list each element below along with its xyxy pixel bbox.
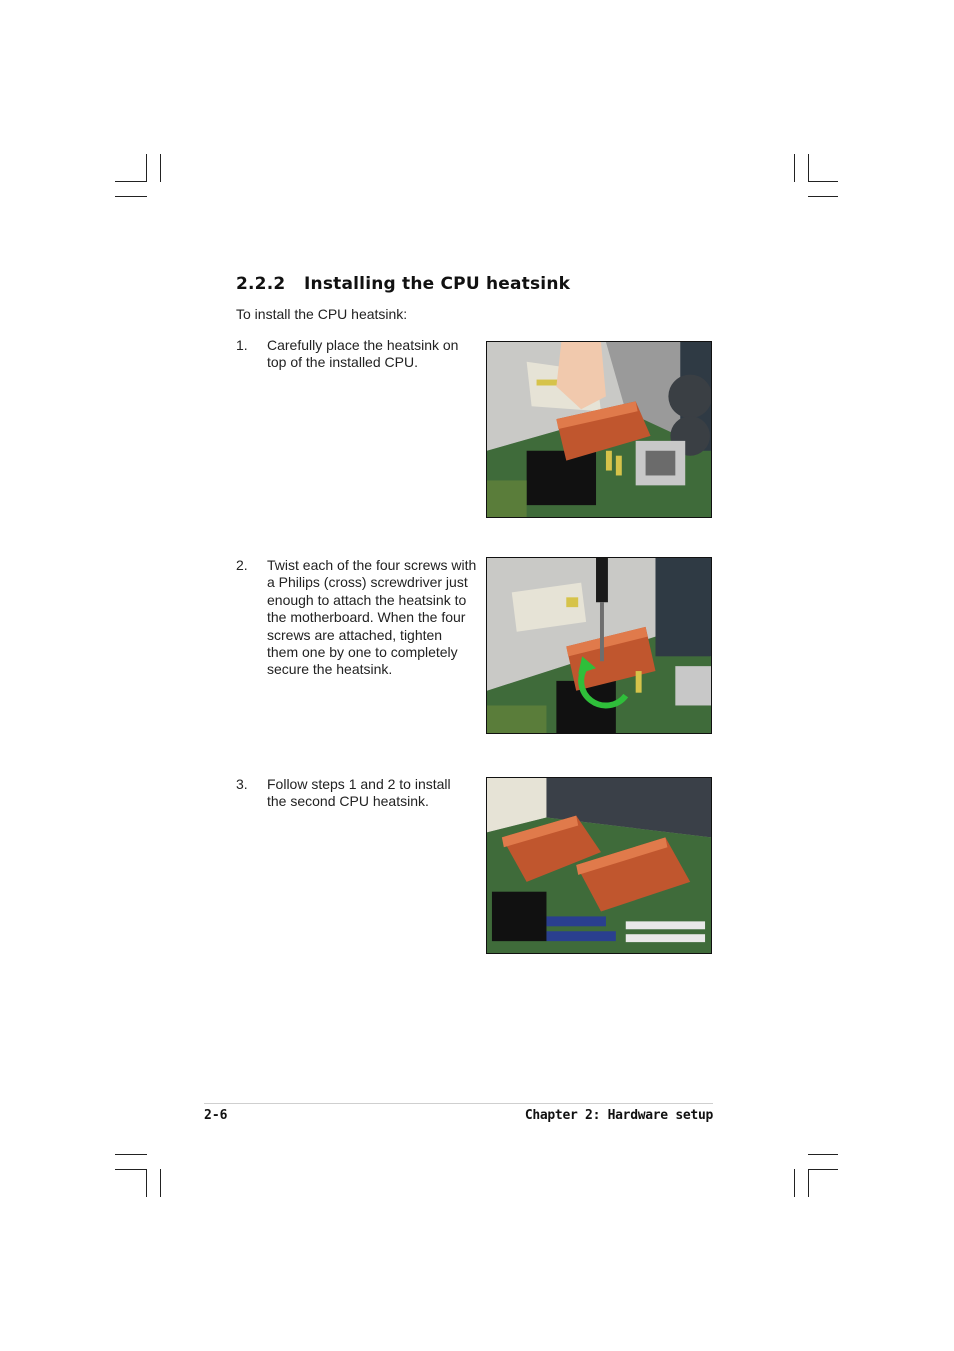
crop-mark [146,1169,147,1197]
step-text: Twist each of the four screws with a Philips (cross) screwdriver just enough to attach the heatsink to the motherboard. When the four screws are attached, tighten them one by one to completely secure the heatsink. [267,557,477,678]
crop-mark [808,154,809,182]
step-1-photo [486,341,712,518]
step-number: 3. [236,776,248,792]
step-2-photo [486,557,712,734]
crop-mark [808,196,838,197]
crop-mark [160,154,161,182]
crop-mark [115,1169,147,1170]
step-number: 2. [236,557,248,573]
step-3-photo [486,777,712,954]
crop-mark [115,196,147,197]
crop-mark [160,1169,161,1197]
crop-mark [808,1154,838,1155]
step-1 [236,337,481,372]
chapter-title: Chapter 2: Hardware setup [524,1108,713,1123]
crop-mark [794,1169,795,1197]
crop-mark [808,1169,809,1197]
section-title: Installing the CPU heatsink [304,274,571,294]
step-text: Carefully place the heatsink on top of the installed CPU. [267,337,459,371]
step-text: Follow steps 1 and 2 to install the second CPU heatsink. [267,776,451,810]
step-number: 1. [236,337,248,353]
section-number: 2.2.2 [236,274,286,294]
footer-rule [204,1103,713,1104]
page-number: 2-6 [204,1108,228,1123]
crop-mark [808,1169,838,1170]
section-heading [236,274,570,294]
intro-text: To install the CPU heatsink: [236,306,408,322]
crop-mark [794,154,795,182]
crop-mark [146,154,147,182]
crop-mark [115,1154,147,1155]
crop-mark [115,181,147,182]
step-2 [236,557,481,679]
step-3 [236,776,481,811]
crop-mark [808,181,838,182]
